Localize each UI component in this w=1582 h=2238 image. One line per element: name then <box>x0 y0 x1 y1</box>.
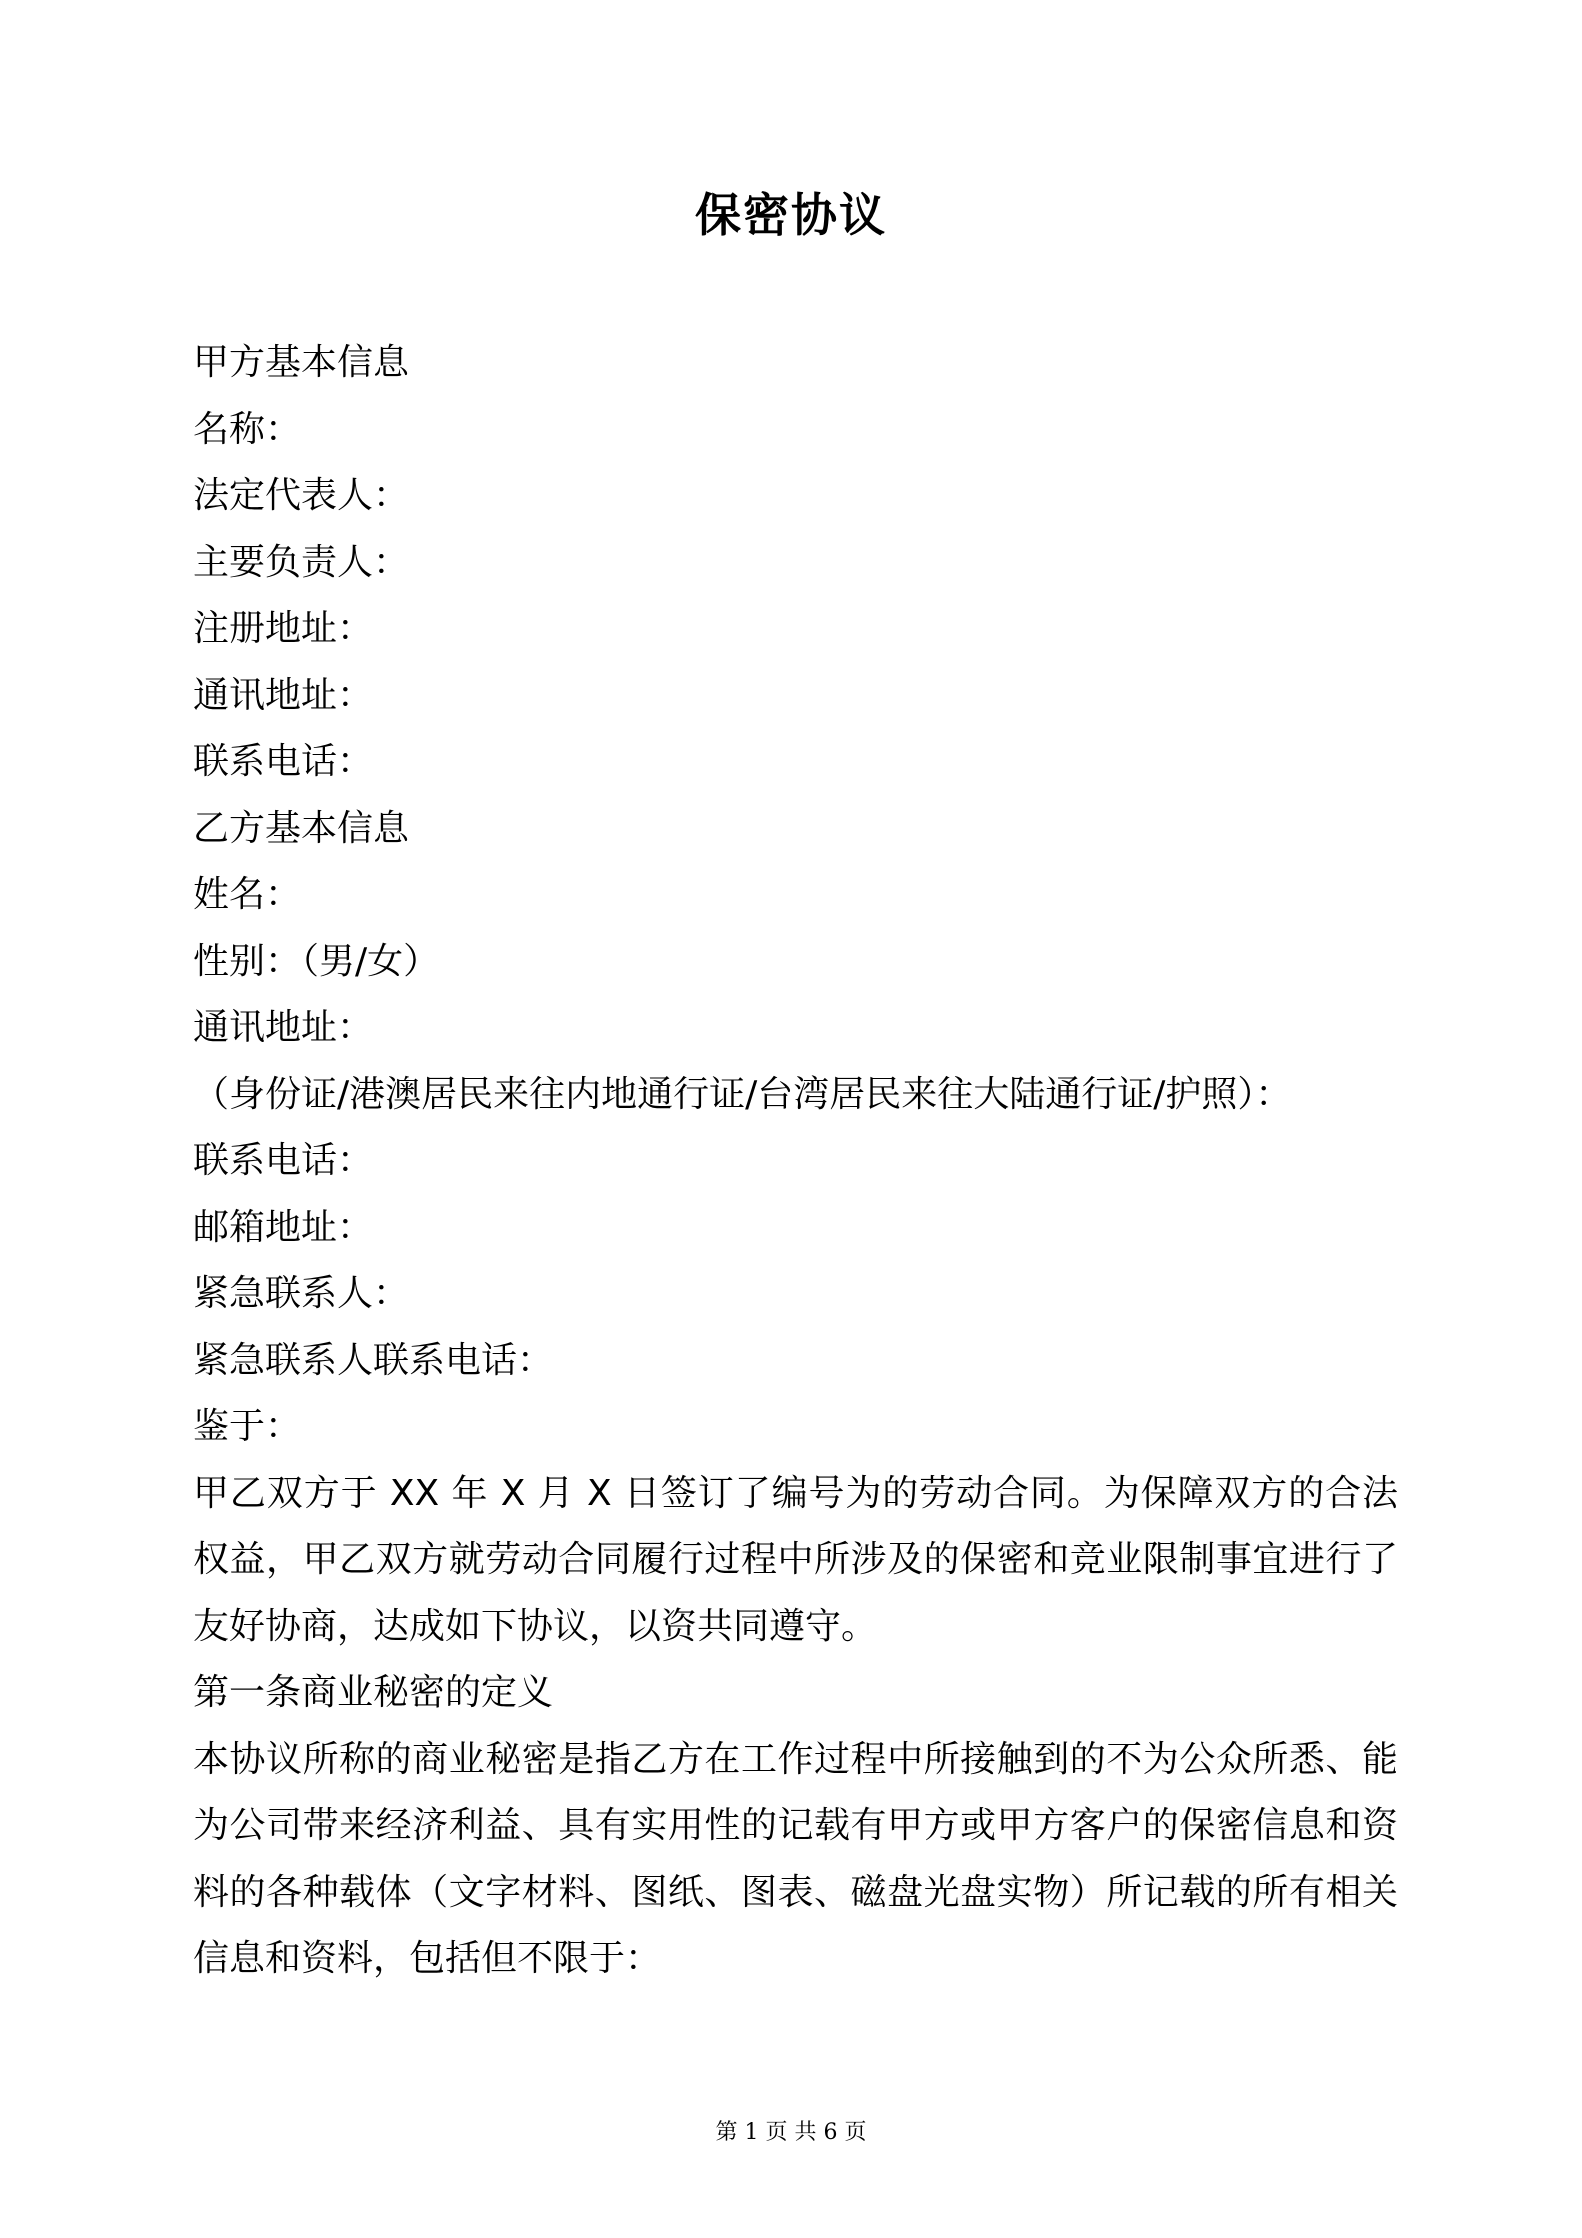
document-title: 保密协议 <box>695 188 887 242</box>
party-a-legal-rep-field: 法定代表人： <box>193 475 410 516</box>
party-b-email-field: 邮箱地址： <box>193 1206 374 1248</box>
party-b-id-document-field: （身份证/港澳居民来往内地通行证/台湾居民来往大陆通行证/护照）： <box>193 1073 1292 1115</box>
article-1-heading: 第一条商业秘密的定义 <box>193 1672 554 1713</box>
document-body <box>193 330 1398 1993</box>
party-b-name-field: 姓名： <box>193 874 302 915</box>
party-a-registered-address-field: 注册地址： <box>193 608 374 649</box>
party-a-heading: 甲方基本信息 <box>193 342 410 383</box>
party-a-principal-field: 主要负责人： <box>193 541 410 583</box>
article-1-body: 本协议所称的商业秘密是指乙方在工作过程中所接触到的不为公众所悉、能为公司带来经济利益、具有实用性的记载有甲方或甲方客户的保密信息和资料的各种载体（文字材料、图纸、图表、磁盘光盘实物）所记载的所有相关信息和资料，包括但不限于： <box>193 1738 1398 1979</box>
whereas-label: 鉴于： <box>193 1406 302 1447</box>
party-a-mailing-address-field: 通讯地址： <box>193 674 374 716</box>
party-b-heading: 乙方基本信息 <box>193 807 410 849</box>
party-b-emergency-phone-field: 紧急联系人联系电话： <box>193 1339 554 1381</box>
party-b-gender-field: 性别：（男/女） <box>193 940 440 982</box>
party-a-phone-field: 联系电话： <box>193 741 374 782</box>
party-b-phone-field: 联系电话： <box>193 1140 374 1181</box>
page-number-footer: 第 1 页 共 6 页 <box>715 2120 867 2145</box>
preamble-paragraph: 甲乙双方于 XX 年 X 月 X 日签订了编号为的劳动合同。为保障双方的合法权益，甲乙双方就劳动合同履行过程中所涉及的保密和竞业限制事宜进行了友好协商，达成如下协议，以资共同遵守。 <box>193 1472 1398 1647</box>
party-b-mailing-address-field: 通讯地址： <box>193 1007 374 1048</box>
party-a-name-field: 名称： <box>193 408 302 450</box>
party-b-emergency-contact-field: 紧急联系人： <box>193 1273 410 1314</box>
